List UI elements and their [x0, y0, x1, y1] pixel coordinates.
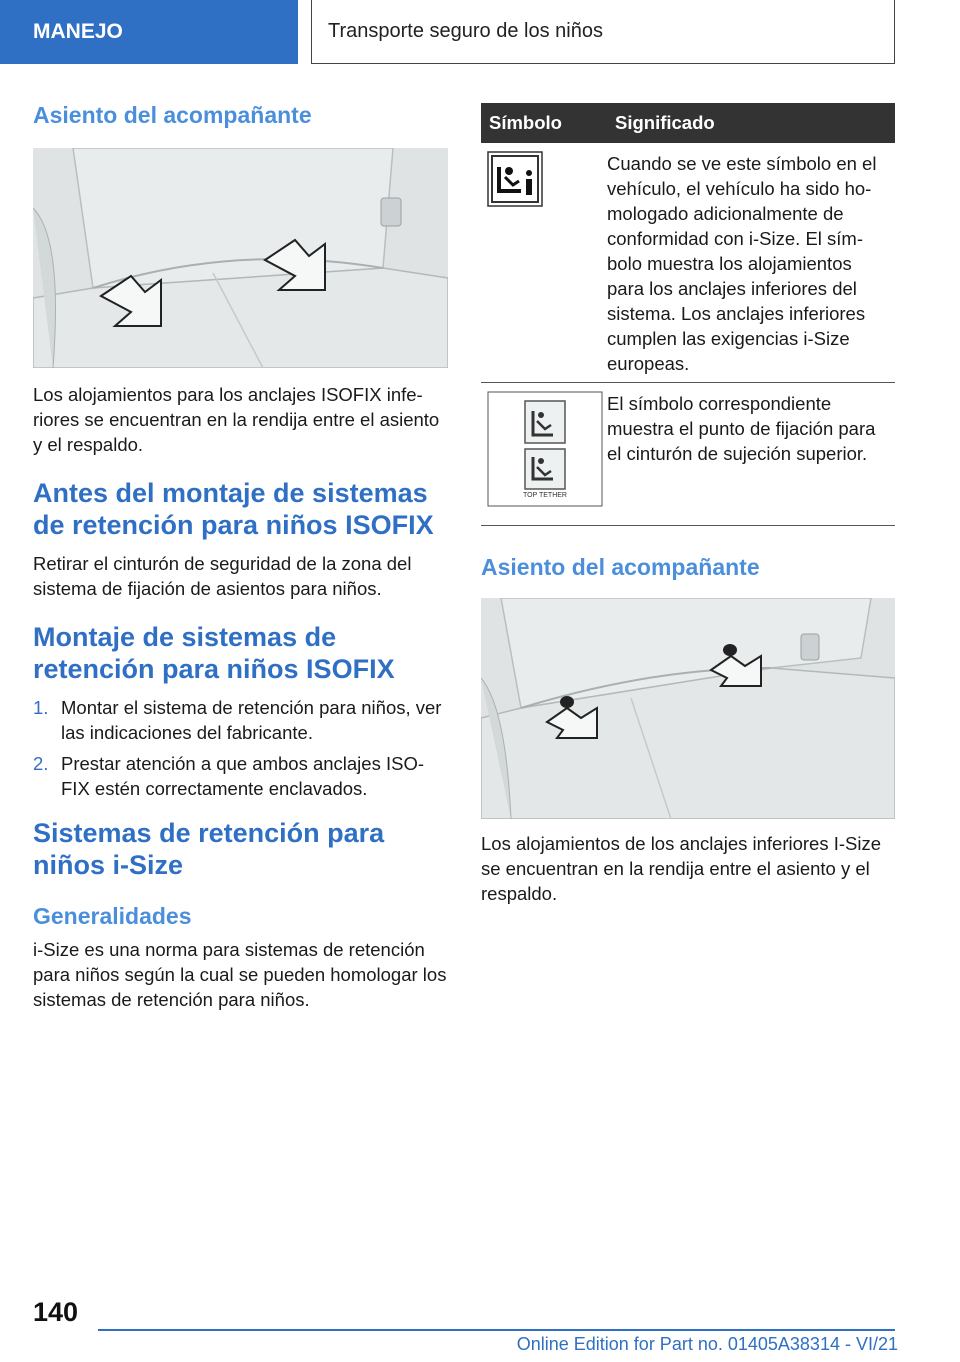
section-tab: MANEJO [0, 0, 298, 64]
table-row [481, 143, 895, 383]
left-column [33, 100, 448, 1012]
heading-isize: Sistemas de retención para niños i-Size [33, 818, 385, 880]
isize-child-seat-icon [487, 151, 543, 207]
before-mount-text: Retirar el cinturón de seguridad de la zona del sistema de fijación de asientos para niños. [33, 553, 412, 599]
general-text: i-Size es una norma para sistemas de retención para niños según la cual se pueden homologar los sistemas de retención para niños. [33, 939, 447, 1010]
seat-isofix-image [33, 148, 448, 368]
heading-passenger-seat: Asiento del acompañante [33, 102, 312, 128]
isize-locations-text: Los alojamientos de los anclajes inferiores I-Size se encuentran en la rendija entre el asiento y el respaldo. [481, 833, 882, 904]
footer-divider [98, 1329, 895, 1331]
heading-before-mount: Antes del montaje de sistemas de retención para niños ISOFIX [33, 478, 434, 540]
top-tether-caption: TOP TETHER [523, 492, 567, 499]
list-item [33, 695, 448, 745]
meaning-text: El símbolo correspondiente muestra el punto de fijación para el cinturón de sujeción superior. [607, 393, 876, 464]
step-text: Montar el sistema de retención para niños, ver las indicaciones del fabricante. [61, 697, 442, 743]
isofix-locations-text: Los alojamientos para los anclajes ISOFIX infe-riores se encuentran en la rendija entre el asiento y el respaldo. [33, 384, 440, 455]
meaning-text: Cuando se ve este símbolo en el vehículo, el vehículo ha sido ho-mologado adicionalmente de conformidad con i-Size. El sím-bolo muestra los alojamientos para los anclajes inferiores del sistema. Los anclajes inferiores cumplen las exigencias i-Size europeas. [607, 153, 877, 374]
right-column [481, 103, 895, 906]
table-row [481, 383, 895, 526]
seat-illustration [33, 148, 448, 368]
step-number: 1. [33, 697, 49, 718]
edition-text: Online Edition for Part no. 01405A38314 - VI/21 [516, 1334, 898, 1354]
symbol-cell [481, 143, 607, 383]
top-tether-icon [487, 391, 603, 507]
heading-passenger-seat-isize: Asiento del acompañante [481, 554, 760, 580]
step-text: Prestar atención a que ambos anclajes ISO-FIX estén correctamente enclavados. [61, 753, 424, 799]
chapter-title: Transporte seguro de los niños [311, 0, 895, 64]
meaning-cell [607, 383, 895, 526]
mount-steps-list [33, 695, 448, 801]
page-number: 140 [33, 1297, 79, 1327]
heading-mount-isofix: Montaje de sistemas de retención para niños ISOFIX [33, 622, 395, 684]
table-header-meaning: Significado [607, 103, 895, 143]
seat-isize-illustration [481, 598, 895, 819]
list-item [33, 751, 448, 801]
heading-general: Generalidades [33, 903, 192, 929]
symbol-table [481, 103, 895, 526]
step-number: 2. [33, 753, 49, 774]
symbol-cell [481, 383, 607, 526]
seat-isize-image [481, 598, 895, 819]
table-header-symbol: Símbolo [481, 103, 607, 143]
meaning-cell [607, 143, 895, 383]
